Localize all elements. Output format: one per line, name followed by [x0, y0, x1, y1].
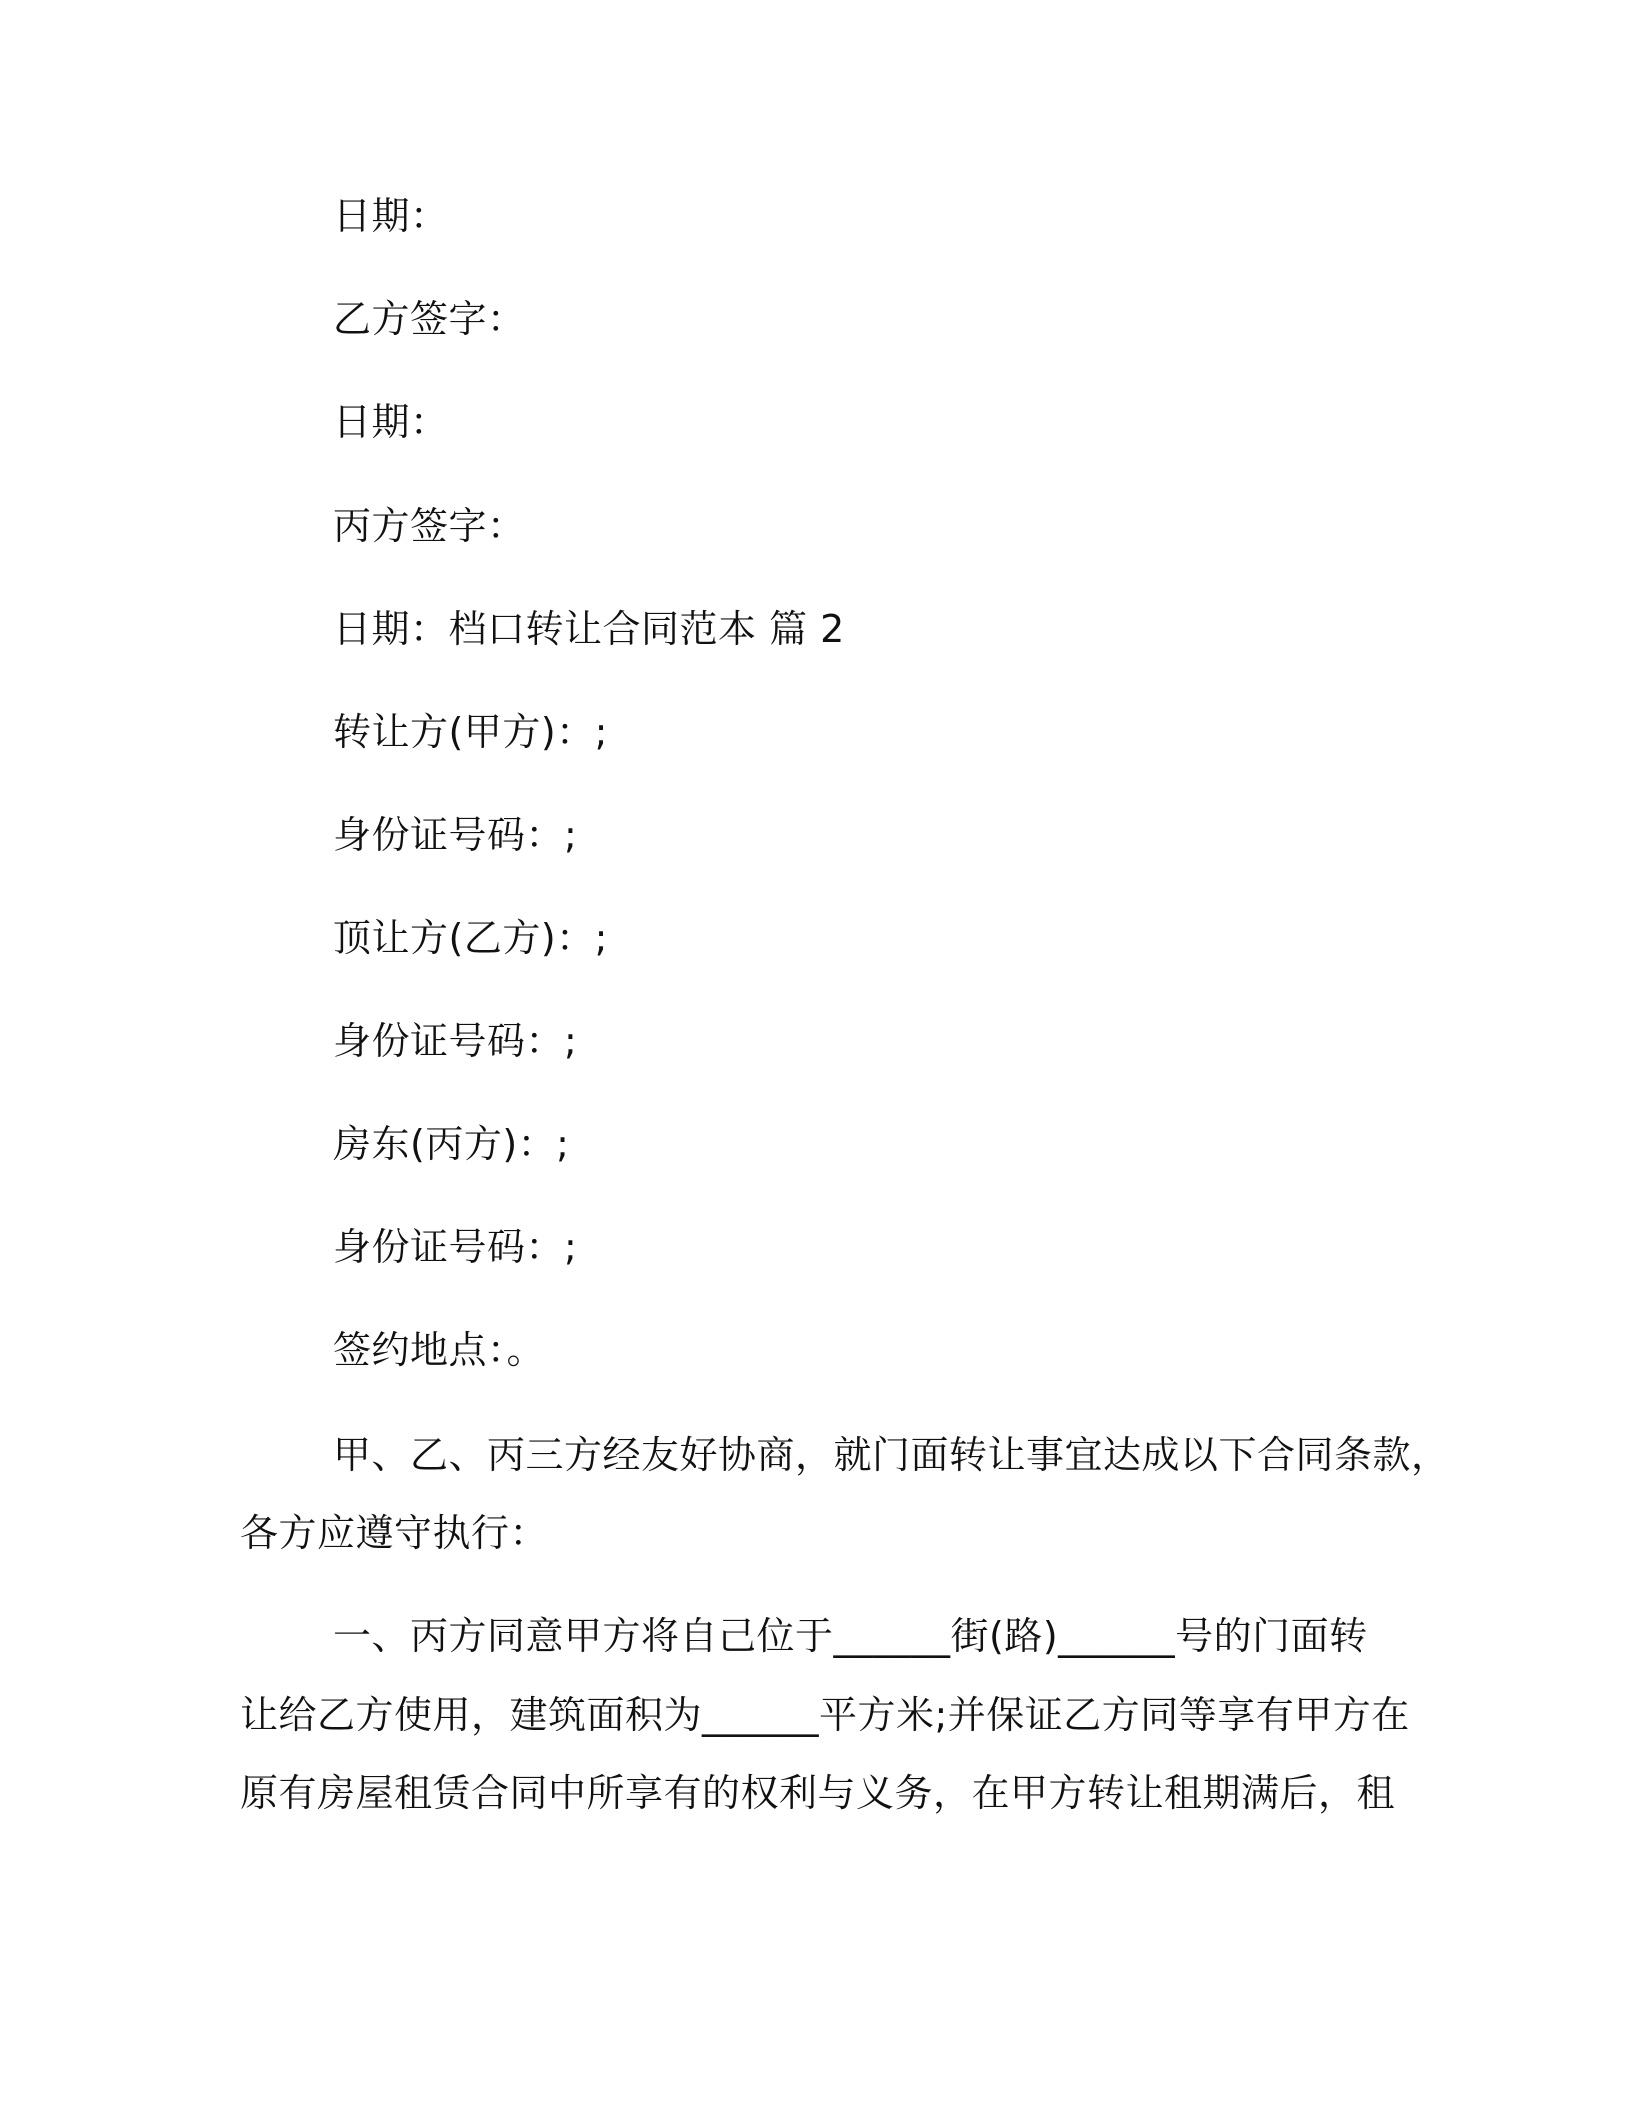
id-number-label-3: 身份证号码：;: [333, 1225, 578, 1269]
landlord-label: 房东(丙方)：;: [333, 1122, 570, 1166]
date-label-1: 日期：: [333, 194, 449, 238]
id-number-label-1: 身份证号码：;: [333, 813, 578, 857]
paragraph-intro-line-2: 各方应遵守执行：: [240, 1511, 549, 1555]
id-number-label-2: 身份证号码：;: [333, 1019, 578, 1063]
clause-1-line-1: 一、丙方同意甲方将自己位于______街(路)______号的门面转: [333, 1614, 1368, 1658]
transferor-label: 转让方(甲方)：;: [333, 710, 608, 754]
signing-place-label: 签约地点：。: [333, 1328, 546, 1372]
clause-1-line-3: 原有房屋租赁合同中所享有的权利与义务，在甲方转让租期满后，租: [240, 1771, 1396, 1815]
clause-1-line-2: 让给乙方使用，建筑面积为______平方米;并保证乙方同等享有甲方在: [240, 1693, 1410, 1737]
transferee-label: 顶让方(乙方)：;: [333, 916, 608, 960]
paragraph-intro-line-1: 甲、乙、丙三方经友好协商，就门面转让事宜达成以下合同条款，: [333, 1433, 1450, 1477]
party-b-signature-label: 乙方签字：: [333, 297, 526, 341]
date-and-section-title: 日期：档口转让合同范本 篇 2: [333, 607, 845, 651]
party-c-signature-label: 丙方签字：: [333, 504, 526, 548]
date-label-2: 日期：: [333, 400, 449, 444]
